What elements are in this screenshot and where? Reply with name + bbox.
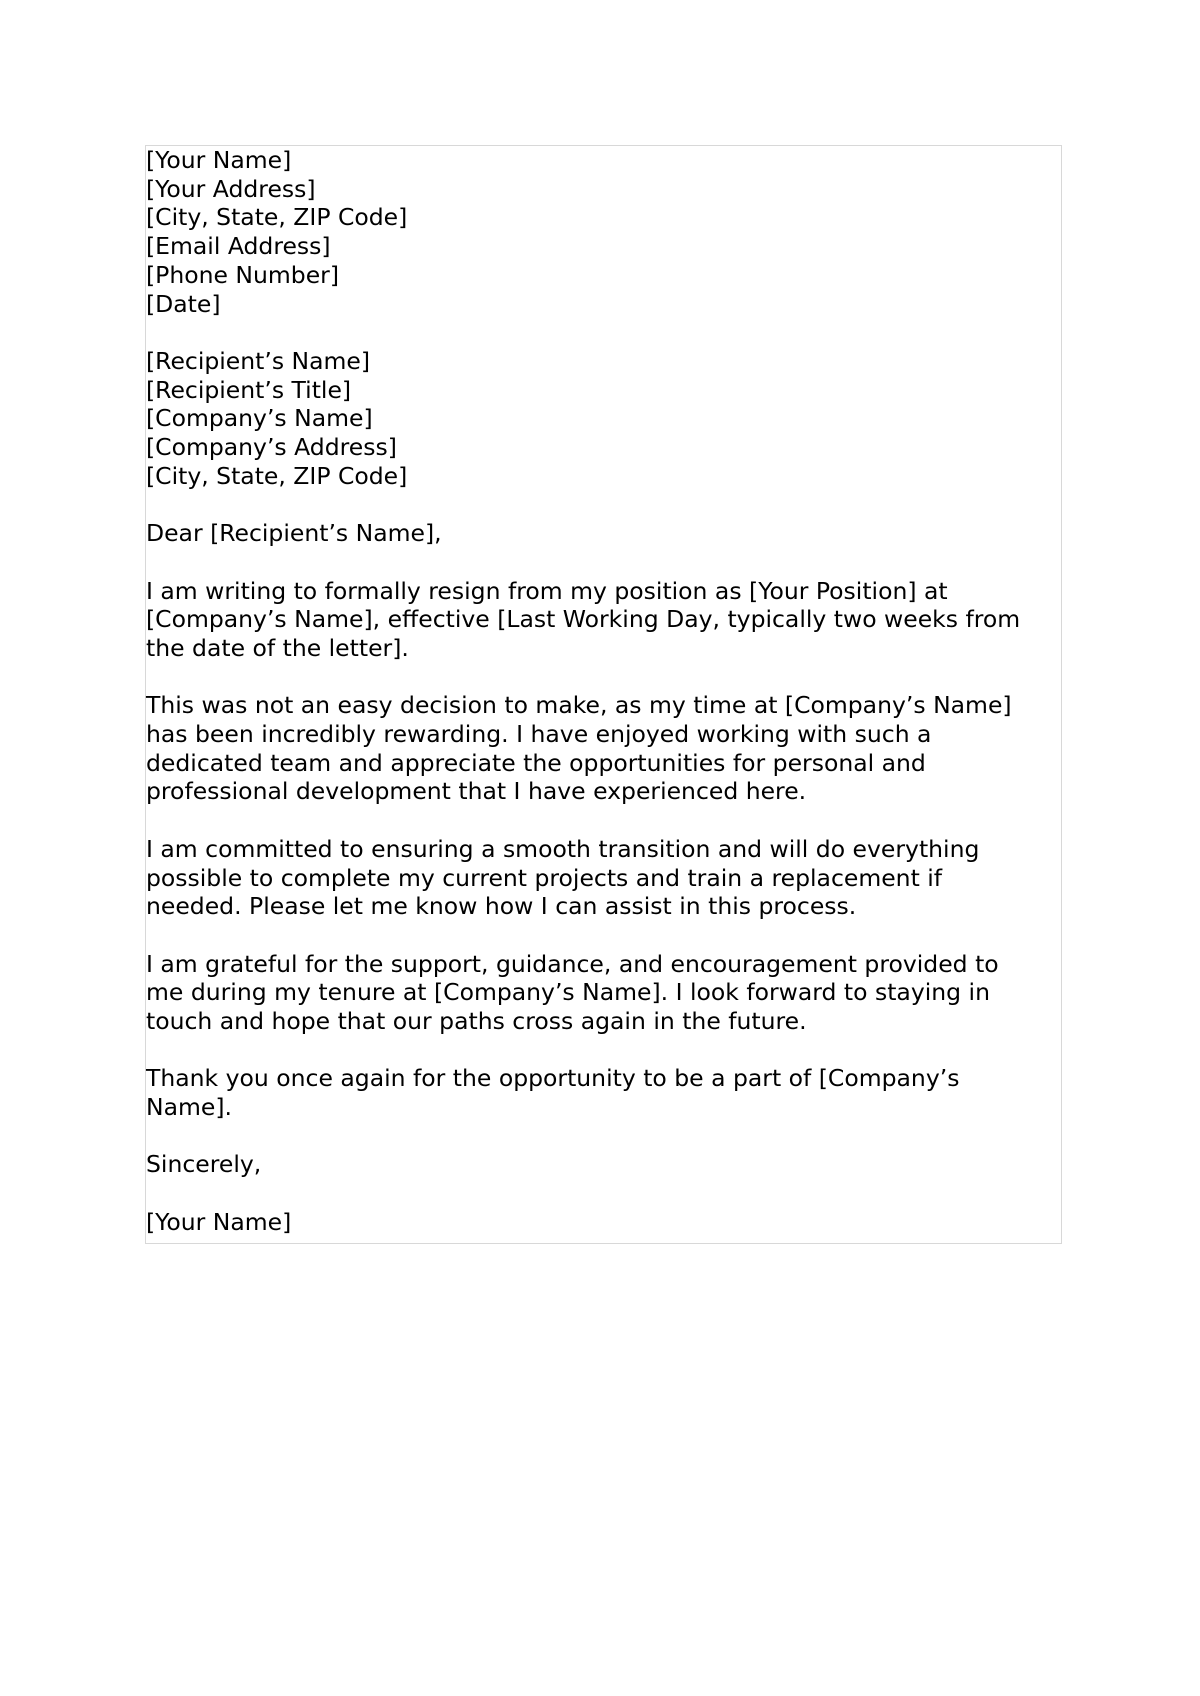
- sender-block: [146, 146, 1061, 318]
- signature: [146, 1208, 1061, 1237]
- body-paragraph-1: I am writing to formally resign from my position as [Your Position] at [Company’s Name], effective [Last Working Day, typically two weeks from the date of the letter].: [146, 576, 1021, 662]
- sender-phone: [Phone Number]: [146, 260, 340, 289]
- recipient-name: [Recipient’s Name]: [146, 346, 371, 375]
- sender-name: [Your Name]: [146, 146, 292, 174]
- body-paragraph-3: I am committed to ensuring a smooth transition and will do everything possible to complete my current projects and train a replacement if needed. Please let me know how I can assist in this process.: [146, 834, 980, 921]
- letter-date: [Date]: [146, 289, 221, 318]
- salutation-text: Dear [Recipient’s Name],: [146, 519, 442, 548]
- closing-text: Sincerely,: [146, 1150, 262, 1179]
- sender-city-state-zip: [City, State, ZIP Code]: [146, 203, 408, 232]
- sender-address: [Your Address]: [146, 174, 316, 203]
- closing: [146, 1150, 1061, 1179]
- recipient-company-address: [Company’s Address]: [146, 433, 397, 462]
- body-paragraph-2: This was not an easy decision to make, as my time at [Company’s Name] has been incredibly rewarding. I have enjoyed working with such a dedicated team and appreciate the opportunities for personal and professional development that I have experienced here.: [146, 691, 1012, 806]
- recipient-block: [146, 347, 1061, 491]
- signature-name: [Your Name]: [146, 1207, 292, 1236]
- recipient-title: [Recipient’s Title]: [146, 375, 352, 404]
- sender-email: [Email Address]: [146, 232, 331, 261]
- resignation-letter: [145, 145, 1062, 1244]
- body-paragraph-5: Thank you once again for the opportunity to be a part of [Company’s Name].: [146, 1064, 960, 1122]
- recipient-company-name: [Company’s Name]: [146, 404, 373, 433]
- body-paragraph-4: I am grateful for the support, guidance, and encouragement provided to me during my tenure at [Company’s Name]. I look forward to staying in touch and hope that our paths cross again in the future.: [146, 949, 999, 1035]
- recipient-city-state-zip: [City, State, ZIP Code]: [146, 461, 408, 490]
- salutation: [146, 519, 1061, 548]
